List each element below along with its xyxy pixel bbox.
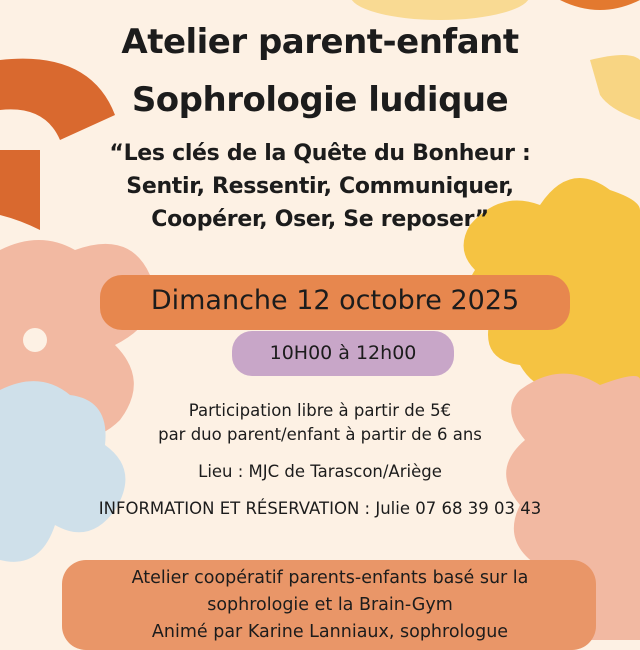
participation-line-2: par duo parent/enfant à partir de 6 ans (158, 425, 482, 444)
quote-line-3: Coopérer, Oser, Se reposer” (151, 207, 489, 232)
description-line-2: sophrologie et la Brain-Gym (207, 595, 453, 615)
yellow-top-blob (350, 0, 530, 20)
date-badge: Dimanche 12 octobre 2025 (100, 275, 570, 330)
orange-top-right-shape (560, 0, 640, 10)
time-badge: 10H00 à 12h00 (232, 331, 454, 376)
description-line-3: Animé par Karine Lanniaux, sophrologue (151, 622, 509, 642)
quote-line-1: “Les clés de la Quête du Bonheur : (109, 141, 531, 166)
title-line-1: Atelier parent-enfant (121, 22, 519, 62)
quote-line-2: Sentir, Ressentir, Communiquer, (126, 174, 514, 199)
contact-text: INFORMATION ET RÉSERVATION : Julie 07 68 39 03 43 (98, 499, 542, 518)
title-line-2: Sophrologie ludique (131, 80, 509, 120)
description-line-1: Atelier coopératif parents-enfants basé sur la (131, 568, 529, 588)
participation-line-1: Participation libre à partir de 5€ (188, 401, 452, 420)
location-text: Lieu : MJC de Tarascon/Ariège (198, 462, 442, 481)
